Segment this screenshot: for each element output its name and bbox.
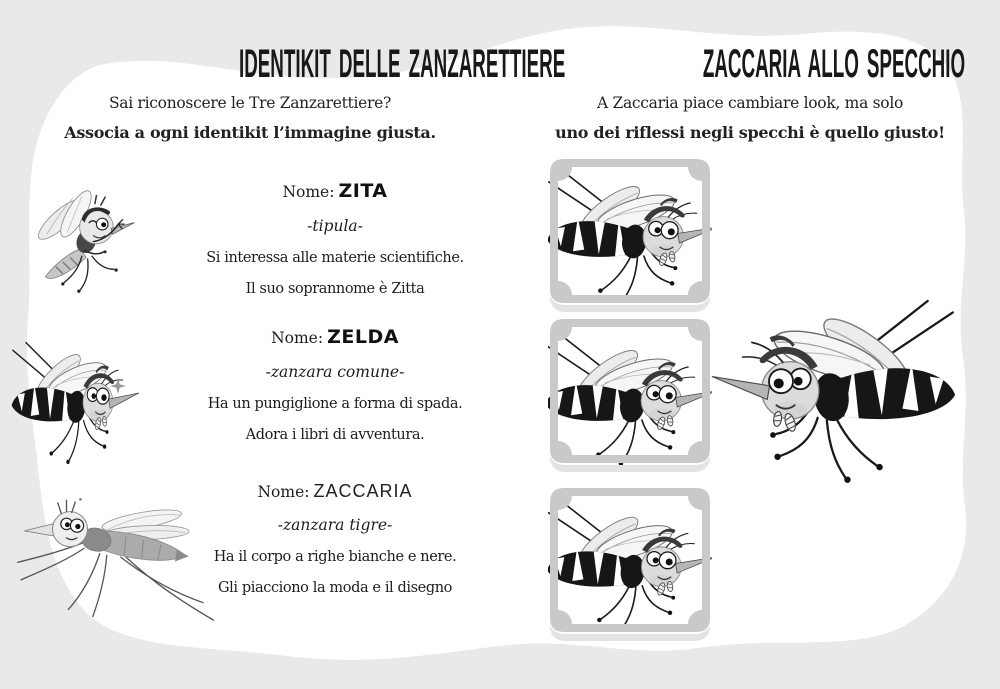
identikit-zaccaria (190, 480, 480, 597)
left-page-subtitle: Sai riconoscere le Tre Zanzarettiere? (108, 94, 392, 112)
identikit-trait: Si interessa alle materie scientifiche. (206, 250, 464, 267)
identikit-trait: Adora i libri di avventura. (245, 427, 425, 444)
identikit-name-line (190, 326, 480, 350)
mosquito-tiger-drawing (8, 338, 140, 468)
mosquito-tiger-icon[interactable] (8, 338, 140, 468)
mosquito-tipula-icon[interactable] (14, 487, 224, 636)
sparkle-icon (110, 378, 126, 394)
right-page-subtitle: A Zaccaria piace cambiare look, ma solo (596, 94, 904, 112)
identikit-trait: Ha un pungiglione a forma di spada. (207, 396, 463, 413)
mosquito-tipula-drawing (14, 487, 224, 636)
right-page-instruction: uno dei riflessi negli specchi è quello giusto! (555, 123, 945, 142)
zaccaria-mosquito-icon (710, 294, 962, 489)
nome-label: Nome: (257, 483, 310, 501)
right-page-title-text: ZACCARIA ALLO SPECCHIO (702, 42, 966, 86)
mirror-frame-2 (548, 317, 712, 465)
zaccaria-mosquito-drawing (710, 294, 962, 489)
nome-label: Nome: (271, 329, 324, 347)
right-page-title (555, 42, 966, 86)
mirror-frame-3 (548, 486, 712, 634)
left-page-instruction: Associa a ogni identikit l’immagine giusta. (64, 123, 436, 142)
identikit-zelda (190, 326, 480, 444)
mosquito-common-waving-icon[interactable] (22, 186, 146, 303)
identikit-name-line (190, 180, 480, 204)
identikit-species: -tipula- (307, 216, 363, 235)
mosquito-common-waving-drawing (22, 186, 146, 303)
identikit-name: ZELDA (327, 326, 399, 348)
identikit-trait: Ha il corpo a righe bianche e nere. (213, 548, 457, 565)
identikit-name: ZACCARIA (313, 481, 413, 501)
identikit-name: ZITA (338, 180, 388, 202)
zaccaria-reflection-1-icon[interactable] (548, 157, 712, 305)
identikit-species: -zanzara tigre- (277, 515, 393, 534)
identikit-species: -zanzara comune- (265, 362, 405, 381)
nome-label: Nome: (282, 183, 335, 201)
mirror-frame-1 (548, 157, 712, 305)
identikit-trait: Gli piacciono la moda e il disegno (218, 580, 452, 596)
identikit-zita (190, 180, 480, 298)
left-page-title (55, 42, 566, 86)
identikit-name-line (190, 480, 480, 503)
identikit-trait: Il suo soprannome è Zitta (245, 281, 425, 298)
zaccaria-reflection-3-icon[interactable] (548, 486, 712, 634)
left-page-title-text: IDENTIKIT DELLE ZANZARETTIERE (238, 42, 566, 86)
zaccaria-reflection-2-icon[interactable] (548, 317, 712, 465)
